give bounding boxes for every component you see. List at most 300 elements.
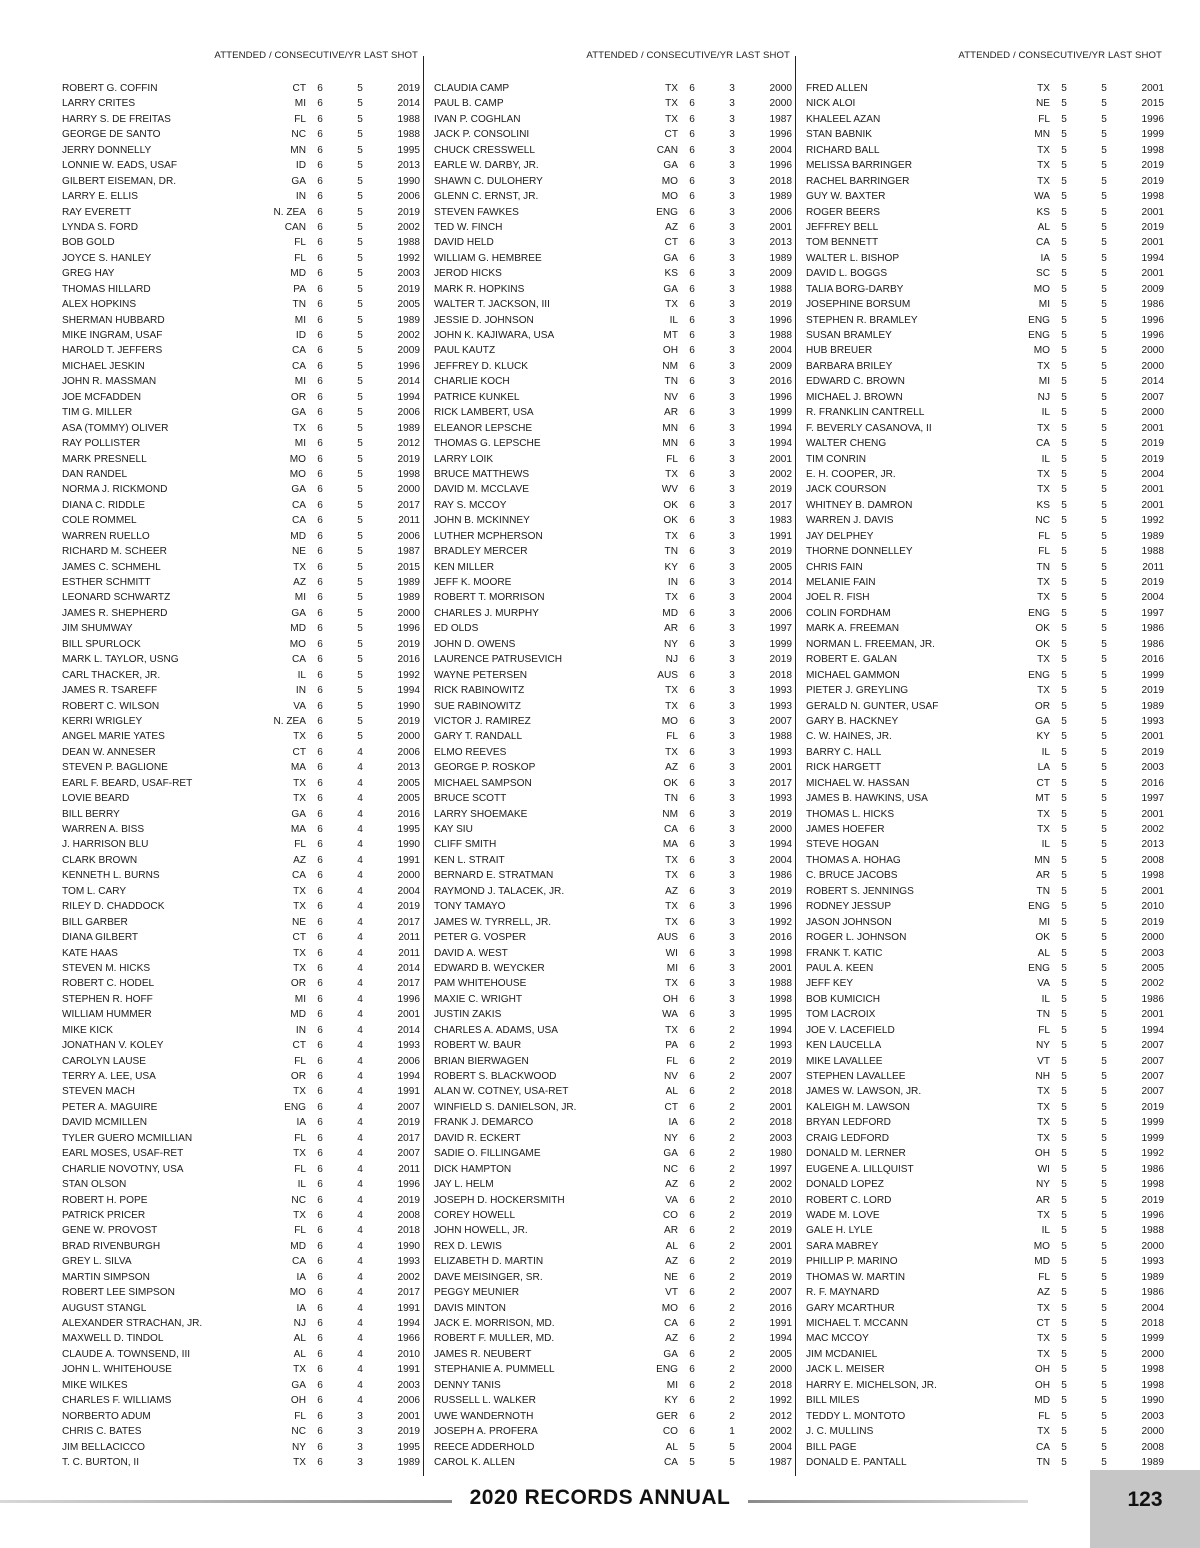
record-row: [434, 714, 792, 729]
record-consecutive: 5: [357, 561, 363, 573]
record-consecutive: 4: [357, 746, 363, 758]
record-attended: 6: [317, 762, 323, 774]
record-state: MD: [662, 607, 678, 619]
column-header: ATTENDED / CONSECUTIVE/YR LAST SHOT: [958, 50, 1162, 61]
record-attended: 5: [1061, 221, 1067, 233]
record-name: J. C. MULLINS: [806, 1426, 874, 1438]
record-last-shot: 1999: [769, 638, 792, 650]
record-name: LEONARD SCHWARTZ: [62, 592, 171, 604]
record-consecutive: 5: [729, 1441, 735, 1453]
record-consecutive: 3: [729, 577, 735, 588]
record-row: [806, 590, 1164, 605]
record-last-shot: 2002: [1141, 824, 1164, 835]
record-last-shot: 2001: [1141, 808, 1164, 820]
record-last-shot: 2009: [769, 360, 792, 372]
record-attended: 6: [689, 453, 695, 465]
record-consecutive: 3: [729, 499, 735, 511]
record-row: [806, 868, 1164, 883]
record-last-shot: 1986: [1141, 993, 1164, 1005]
record-state: AL: [293, 1348, 306, 1360]
record-name: GUY W. BAXTER: [806, 191, 886, 203]
record-state: FL: [294, 1225, 306, 1237]
record-name: CHARLES J. MURPHY: [434, 607, 539, 619]
record-state: MI: [294, 98, 306, 110]
record-last-shot: 2000: [1141, 345, 1164, 357]
record-state: NC: [291, 1426, 306, 1438]
record-name: SHERMAN HUBBARD: [62, 314, 165, 326]
record-name: ELIZABETH D. MARTIN: [434, 1256, 544, 1268]
record-attended: 5: [1061, 160, 1067, 172]
record-last-shot: 1991: [397, 1364, 420, 1376]
record-name: JAY DELPHEY: [806, 530, 874, 542]
record-row: [62, 1084, 420, 1099]
record-row: [434, 405, 792, 420]
record-last-shot: 2019: [1141, 1194, 1164, 1206]
record-consecutive: 3: [729, 113, 735, 125]
record-row: [806, 1393, 1164, 1408]
record-consecutive: 3: [729, 391, 735, 403]
record-name: PHILLIP P. MARINO: [806, 1256, 898, 1268]
record-consecutive: 5: [357, 206, 363, 218]
record-name: SARA MABREY: [806, 1240, 879, 1252]
record-consecutive: 2: [729, 1225, 735, 1237]
record-row: [62, 1239, 420, 1254]
record-last-shot: 1998: [769, 993, 792, 1005]
record-row: [62, 606, 420, 621]
record-last-shot: 2000: [1141, 360, 1164, 372]
record-consecutive: 3: [729, 438, 735, 450]
record-state: TX: [665, 1024, 678, 1036]
record-row: [62, 899, 420, 914]
column-divider: [423, 56, 424, 1476]
record-consecutive: 4: [357, 762, 363, 774]
record-last-shot: 2019: [1141, 916, 1164, 928]
record-attended: 6: [689, 793, 695, 805]
record-consecutive: 5: [1101, 1209, 1107, 1221]
record-row: [434, 992, 792, 1007]
record-attended: 6: [689, 577, 695, 588]
record-consecutive: 3: [729, 777, 735, 789]
record-attended: 5: [1061, 252, 1067, 264]
record-state: MO: [1033, 345, 1050, 357]
record-state: NJ: [1037, 391, 1050, 403]
record-last-shot: 1989: [1141, 530, 1164, 542]
record-consecutive: 5: [1101, 1148, 1107, 1160]
record-row: [434, 976, 792, 991]
record-name: ALEXANDER STRACHAN, JR.: [62, 1318, 203, 1329]
record-last-shot: 2015: [1141, 98, 1164, 110]
record-name: PETER A. MAGUIRE: [62, 1101, 158, 1113]
record-name: VICTOR J. RAMIREZ: [434, 715, 531, 727]
record-row: [62, 668, 420, 683]
record-last-shot: 1988: [1141, 1225, 1164, 1237]
record-attended: 6: [317, 839, 323, 851]
record-row: [62, 467, 420, 482]
record-row: [434, 575, 792, 590]
record-last-shot: 2001: [1141, 1009, 1164, 1021]
record-attended: 5: [1061, 113, 1067, 125]
record-state: AL: [665, 1086, 678, 1098]
record-last-shot: 2011: [1142, 561, 1164, 573]
record-name: MARK A. FREEMAN: [806, 623, 900, 635]
record-state: TX: [665, 83, 678, 94]
record-name: ALAN W. COTNEY, USA-RET: [434, 1086, 569, 1098]
record-consecutive: 3: [729, 422, 735, 434]
record-name: JEROD HICKS: [434, 268, 502, 280]
record-consecutive: 3: [729, 129, 735, 141]
record-name: TIM CONRIN: [806, 453, 866, 465]
record-attended: 6: [689, 978, 695, 990]
record-last-shot: 2010: [769, 1194, 792, 1206]
record-consecutive: 5: [357, 499, 363, 511]
record-name: CLAUDIA CAMP: [434, 83, 510, 94]
record-state: TX: [665, 468, 678, 480]
record-state: CT: [1036, 1318, 1050, 1329]
record-name: JIM MCDANIEL: [806, 1348, 878, 1360]
record-attended: 5: [1061, 391, 1067, 403]
record-state: MO: [289, 1287, 306, 1299]
record-consecutive: 5: [1101, 407, 1107, 419]
record-name: MICHAEL T. MCCANN: [806, 1318, 909, 1329]
record-consecutive: 5: [1101, 1318, 1107, 1329]
record-name: ROBERT E. GALAN: [806, 654, 898, 666]
record-name: BRUCE SCOTT: [434, 793, 507, 805]
record-consecutive: 3: [729, 731, 735, 743]
record-attended: 6: [317, 468, 323, 480]
record-state: OR: [290, 391, 306, 403]
record-row: [62, 1162, 420, 1177]
record-row: [434, 1301, 792, 1316]
record-last-shot: 1991: [397, 1302, 420, 1314]
record-last-shot: 1996: [769, 391, 792, 403]
record-last-shot: 2017: [397, 499, 420, 511]
record-attended: 5: [1061, 314, 1067, 326]
record-row: [806, 884, 1164, 899]
record-attended: 6: [689, 422, 695, 434]
record-name: ELEANOR LEPSCHE: [434, 422, 533, 434]
record-state: ENG: [656, 1364, 678, 1376]
record-state: TX: [665, 746, 678, 758]
record-state: TX: [1037, 484, 1050, 496]
record-name: JOYCE S. HANLEY: [62, 252, 152, 264]
record-row: [62, 976, 420, 991]
record-state: TN: [1036, 1009, 1050, 1021]
record-name: JOEL R. FISH: [806, 592, 870, 604]
record-state: ENG: [1028, 962, 1050, 974]
record-consecutive: 4: [357, 1009, 363, 1021]
record-last-shot: 2019: [1141, 221, 1164, 233]
record-name: JACK E. MORRISON, MD.: [434, 1318, 555, 1329]
record-attended: 6: [689, 144, 695, 156]
record-row: [806, 1177, 1164, 1192]
record-last-shot: 2006: [769, 607, 792, 619]
record-consecutive: 4: [357, 1287, 363, 1299]
record-consecutive: 3: [729, 453, 735, 465]
record-consecutive: 5: [357, 577, 363, 588]
record-row: [62, 1362, 420, 1377]
record-row: [434, 899, 792, 914]
record-name: MIKE INGRAM, USAF: [62, 330, 163, 341]
record-attended: 6: [689, 1225, 695, 1237]
record-name: CHARLES F. WILLIAMS: [62, 1395, 172, 1407]
record-row: [434, 374, 792, 389]
record-state: CT: [292, 83, 306, 94]
record-state: IN: [667, 577, 678, 588]
record-last-shot: 2007: [397, 1101, 420, 1113]
record-consecutive: 5: [1101, 870, 1107, 882]
record-consecutive: 3: [729, 83, 735, 94]
record-name: FRANK T. KATIC: [806, 947, 883, 959]
record-state: MI: [294, 592, 306, 604]
record-state: TX: [1037, 1117, 1050, 1129]
record-attended: 6: [317, 1040, 323, 1052]
record-state: FL: [1038, 546, 1050, 558]
records-list: [62, 81, 420, 1470]
record-state: MD: [290, 1009, 306, 1021]
record-row: [62, 714, 420, 729]
record-last-shot: 1992: [397, 669, 420, 681]
record-consecutive: 5: [1101, 484, 1107, 496]
record-attended: 6: [317, 221, 323, 233]
record-row: [62, 699, 420, 714]
record-attended: 6: [689, 1086, 695, 1098]
record-row: [806, 1347, 1164, 1362]
record-row: [62, 452, 420, 467]
record-state: IL: [297, 669, 306, 681]
record-state: TX: [665, 870, 678, 882]
record-last-shot: 2003: [1141, 1410, 1164, 1422]
record-name: GREG HAY: [62, 268, 115, 280]
record-attended: 6: [689, 484, 695, 496]
record-consecutive: 5: [1101, 700, 1107, 712]
record-row: [434, 1223, 792, 1238]
record-row: [806, 853, 1164, 868]
record-last-shot: 1980: [769, 1148, 792, 1160]
record-consecutive: 4: [357, 1194, 363, 1206]
record-consecutive: 5: [1101, 762, 1107, 774]
record-row: [62, 1131, 420, 1146]
record-last-shot: 1991: [769, 1318, 792, 1329]
record-row: [62, 652, 420, 667]
record-attended: 5: [1061, 175, 1067, 187]
record-state: WA: [662, 1009, 678, 1021]
record-state: OK: [663, 515, 678, 527]
record-last-shot: 2002: [1141, 978, 1164, 990]
record-state: OH: [1034, 1364, 1050, 1376]
record-name: MARK L. TAYLOR, USNG: [62, 654, 179, 666]
record-state: TX: [1037, 360, 1050, 372]
record-consecutive: 5: [1101, 901, 1107, 913]
record-state: MO: [289, 638, 306, 650]
record-row: [62, 158, 420, 173]
record-state: MI: [1038, 299, 1050, 311]
record-last-shot: 1999: [1141, 669, 1164, 681]
record-attended: 6: [689, 1333, 695, 1345]
footer-rule-right: [748, 1500, 1028, 1503]
record-last-shot: 1989: [1141, 700, 1164, 712]
record-consecutive: 3: [729, 685, 735, 697]
record-last-shot: 1999: [769, 407, 792, 419]
record-attended: 6: [689, 870, 695, 882]
record-name: JAMES W. LAWSON, JR.: [806, 1086, 922, 1098]
record-consecutive: 2: [729, 1086, 735, 1098]
record-row: [806, 498, 1164, 513]
record-attended: 5: [1061, 577, 1067, 588]
record-name: JEFF K. MOORE: [434, 577, 512, 588]
record-attended: 6: [317, 1009, 323, 1021]
record-attended: 5: [1061, 1117, 1067, 1129]
record-row: [806, 1054, 1164, 1069]
record-name: JOE V. LACEFIELD: [806, 1024, 895, 1036]
record-last-shot: 2014: [397, 1024, 420, 1036]
record-state: AZ: [665, 1333, 678, 1345]
record-last-shot: 1994: [397, 391, 420, 403]
record-name: PAUL B. CAMP: [434, 98, 504, 110]
record-row: [62, 1331, 420, 1346]
record-row: [434, 1378, 792, 1393]
record-row: [62, 282, 420, 297]
record-attended: 6: [317, 530, 323, 542]
record-state: TX: [293, 1364, 306, 1376]
record-last-shot: 2019: [397, 1426, 420, 1438]
record-row: [62, 1285, 420, 1300]
record-consecutive: 2: [729, 1379, 735, 1391]
record-state: CA: [291, 870, 306, 882]
record-last-shot: 2019: [769, 484, 792, 496]
record-state: GA: [291, 607, 306, 619]
record-attended: 6: [317, 1086, 323, 1098]
record-state: TN: [664, 376, 678, 388]
record-name: THOMAS L. HICKS: [806, 808, 895, 820]
record-last-shot: 1992: [769, 1395, 792, 1407]
record-attended: 6: [689, 407, 695, 419]
record-row: [434, 282, 792, 297]
record-last-shot: 2016: [1141, 777, 1164, 789]
publication-title: 2020 RECORDS ANNUAL: [469, 1486, 731, 1509]
record-attended: 5: [1061, 330, 1067, 341]
record-last-shot: 2019: [1141, 453, 1164, 465]
record-state: TX: [665, 113, 678, 125]
record-consecutive: 4: [357, 839, 363, 851]
record-state: FL: [1038, 113, 1050, 125]
record-state: NY: [1035, 1179, 1050, 1191]
record-consecutive: 5: [1101, 268, 1107, 280]
record-last-shot: 2017: [769, 499, 792, 511]
record-attended: 6: [689, 561, 695, 573]
record-attended: 6: [317, 1055, 323, 1067]
record-name: RAY POLLISTER: [62, 438, 141, 450]
record-last-shot: 1988: [769, 978, 792, 990]
record-attended: 5: [689, 1441, 695, 1453]
record-state: NJ: [293, 1318, 306, 1329]
record-name: ROBERT C. WILSON: [62, 700, 160, 712]
record-consecutive: 3: [729, 623, 735, 635]
record-row: [806, 436, 1164, 451]
record-name: CRAIG LEDFORD: [806, 1132, 890, 1144]
record-consecutive: 4: [357, 824, 363, 835]
record-name: MICHAEL J. BROWN: [806, 391, 903, 403]
record-row: [62, 1440, 420, 1455]
record-state: VA: [1037, 978, 1050, 990]
record-state: GA: [291, 407, 306, 419]
record-row: [434, 1270, 792, 1285]
record-consecutive: 5: [357, 623, 363, 635]
record-last-shot: 2019: [397, 83, 420, 94]
record-state: FL: [1038, 1271, 1050, 1283]
record-name: THOMAS HILLARD: [62, 283, 151, 295]
record-consecutive: 5: [1101, 330, 1107, 341]
record-last-shot: 1993: [397, 1040, 420, 1052]
record-attended: 5: [1061, 283, 1067, 295]
record-consecutive: 4: [357, 1364, 363, 1376]
record-name: DEAN W. ANNESER: [62, 746, 156, 758]
record-last-shot: 1997: [769, 1163, 792, 1175]
record-consecutive: 5: [357, 607, 363, 619]
record-row: [806, 1424, 1164, 1439]
record-row: [62, 1054, 420, 1069]
record-attended: 5: [1061, 1225, 1067, 1237]
record-name: WALTER L. BISHOP: [806, 252, 900, 264]
record-attended: 6: [689, 360, 695, 372]
record-attended: 6: [317, 561, 323, 573]
record-state: TX: [1037, 83, 1050, 94]
record-name: JOHN B. MCKINNEY: [434, 515, 530, 527]
record-row: [434, 1146, 792, 1161]
record-row: [806, 776, 1164, 791]
record-name: MIKE KICK: [62, 1024, 114, 1036]
record-row: [806, 235, 1164, 250]
record-consecutive: 4: [357, 993, 363, 1005]
record-state: TX: [293, 793, 306, 805]
column-header: ATTENDED / CONSECUTIVE/YR LAST SHOT: [214, 50, 418, 61]
record-last-shot: 2011: [398, 932, 420, 944]
record-name: THORNE DONNELLEY: [806, 546, 913, 558]
record-name: PATRICE KUNKEL: [434, 391, 520, 403]
record-row: [434, 143, 792, 158]
record-last-shot: 2015: [397, 561, 420, 573]
record-attended: 5: [1061, 839, 1067, 851]
record-attended: 5: [1061, 638, 1067, 650]
record-attended: 6: [689, 885, 695, 897]
record-state: TX: [1037, 175, 1050, 187]
record-row: [62, 127, 420, 142]
record-name: JONATHAN V. KOLEY: [62, 1040, 164, 1052]
record-name: NORMAN L. FREEMAN, JR.: [806, 638, 935, 650]
record-state: NJ: [665, 654, 678, 666]
record-last-shot: 1994: [769, 839, 792, 851]
record-last-shot: 2000: [769, 83, 792, 94]
record-last-shot: 2018: [397, 1225, 420, 1237]
record-row: [806, 158, 1164, 173]
record-attended: 6: [689, 932, 695, 944]
record-name: EARL MOSES, USAF-RET: [62, 1148, 184, 1160]
record-consecutive: 2: [729, 1132, 735, 1144]
record-attended: 5: [1061, 530, 1067, 542]
records-list: [434, 81, 792, 1470]
record-attended: 5: [1061, 129, 1067, 141]
record-consecutive: 5: [1101, 1426, 1107, 1438]
record-row: [62, 421, 420, 436]
record-row: [806, 174, 1164, 189]
record-state: NE: [1035, 98, 1050, 110]
record-consecutive: 3: [729, 854, 735, 866]
record-name: J. HARRISON BLU: [62, 839, 149, 851]
record-last-shot: 2011: [398, 947, 420, 959]
record-state: MO: [1033, 1240, 1050, 1252]
record-last-shot: 1996: [769, 314, 792, 326]
record-name: ROBERT C. HODEL: [62, 978, 155, 990]
record-last-shot: 1996: [1141, 1209, 1164, 1221]
